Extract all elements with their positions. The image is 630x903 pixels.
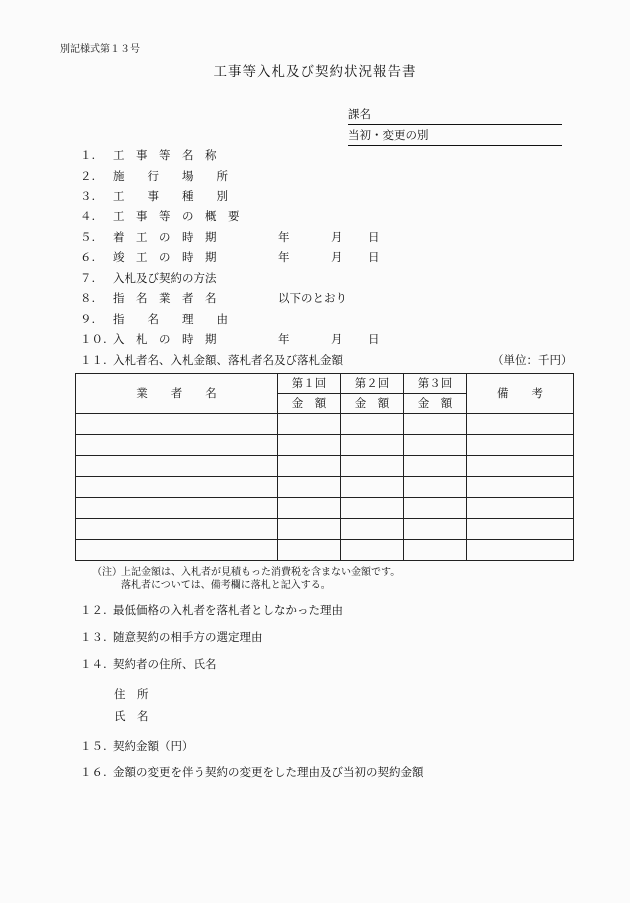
remarks-header: 備 考 [467, 374, 574, 414]
item-8 [80, 291, 347, 305]
table-row [76, 498, 574, 519]
form-number: 別記様式第１３号 [60, 44, 140, 55]
item-6 [80, 250, 380, 264]
note-prefix: （注） [92, 567, 122, 578]
item-label: 契約金額（円） [113, 739, 194, 753]
start-date-field[interactable]: 年 月 日 [278, 230, 380, 244]
item-number: ７. [80, 271, 96, 285]
completion-date-field[interactable]: 年 月 日 [278, 250, 380, 264]
amount-header: 金 額 [341, 394, 404, 414]
item-label: 随意契約の相手方の選定理由 [113, 630, 263, 644]
item-1 [80, 150, 217, 162]
contractor-name-label: 氏 名 [114, 709, 149, 723]
item-10 [80, 332, 380, 346]
item-label: 竣 工 の 時 期 [113, 250, 217, 264]
item-number: ９. [80, 312, 96, 326]
table-row [76, 540, 574, 561]
note-line-1: 上記金額は、入札者が見積もった消費税を含まない金額です。 [121, 567, 401, 578]
item-15 [80, 741, 194, 753]
table-row [76, 456, 574, 477]
item-16 [80, 767, 424, 779]
item-4 [80, 211, 240, 223]
department-field[interactable] [348, 106, 562, 125]
item-label: 工 事 種 別 [113, 189, 228, 203]
item-label: 契約者の住所、氏名 [113, 657, 217, 671]
item-label: 入 札 の 時 期 [113, 332, 217, 346]
round-3-header: 第３回 [404, 374, 467, 394]
item-number: １０. [80, 332, 107, 346]
item-label: 指 名 理 由 [113, 312, 228, 326]
item-number: ２. [80, 169, 96, 183]
vendor-name-header: 業 者 名 [76, 374, 278, 414]
item-label: 工 事 等 の 概 要 [113, 209, 240, 223]
item-3 [80, 191, 228, 203]
item-label: 金額の変更を伴う契約の変更をした理由及び当初の契約金額 [113, 765, 424, 779]
item-number: １５. [80, 739, 107, 753]
round-2-header: 第２回 [341, 374, 404, 394]
initial-or-change-field[interactable] [348, 127, 562, 146]
item-number: １４. [80, 657, 107, 671]
item-number: ５. [80, 230, 96, 244]
item-number: ４. [80, 209, 96, 223]
department-label: 課名 [348, 107, 371, 121]
item-number: １. [80, 148, 96, 162]
item-14 [80, 659, 217, 671]
item-number: ３. [80, 189, 96, 203]
item-2 [80, 171, 228, 183]
item-11 [80, 355, 343, 367]
item-number: １２. [80, 603, 107, 617]
item-label: 入札及び契約の方法 [113, 271, 217, 285]
item-label: 最低価格の入札者を落札者としなかった理由 [113, 603, 343, 617]
item-label: 着 工 の 時 期 [113, 230, 217, 244]
item-label: 指 名 業 者 名 [113, 291, 217, 305]
table-row [76, 519, 574, 540]
item-label: 施 行 場 所 [113, 169, 228, 183]
item-number: ８. [80, 291, 96, 305]
round-1-header: 第１回 [278, 374, 341, 394]
item-5 [80, 230, 380, 244]
item-number: １６. [80, 765, 107, 779]
amount-header: 金 額 [404, 394, 467, 414]
bid-date-field[interactable]: 年 月 日 [278, 332, 380, 346]
designated-vendors-value: 以下のとおり [278, 291, 347, 305]
item-13 [80, 632, 263, 644]
item-7 [80, 273, 217, 285]
table-row [76, 477, 574, 498]
initial-or-change-label: 当初・変更の別 [348, 128, 429, 142]
unit-label: （単位：千円） [492, 353, 573, 367]
item-9 [80, 314, 228, 326]
item-number: １３. [80, 630, 107, 644]
amount-header: 金 額 [278, 394, 341, 414]
item-number: ６. [80, 250, 96, 264]
item-12 [80, 605, 343, 617]
contractor-address-label: 住 所 [114, 687, 149, 701]
table-row [76, 435, 574, 456]
item-label: 工 事 等 名 称 [113, 148, 217, 162]
note-line-2: 落札者については、備考欄に落札と記入する。 [121, 580, 331, 591]
item-label: 入札者名、入札金額、落札者名及び落札金額 [113, 353, 343, 367]
table-row [76, 414, 574, 435]
document-title: 工事等入札及び契約状況報告書 [213, 64, 417, 80]
item-number: １１. [80, 353, 107, 367]
bid-table [75, 373, 574, 561]
